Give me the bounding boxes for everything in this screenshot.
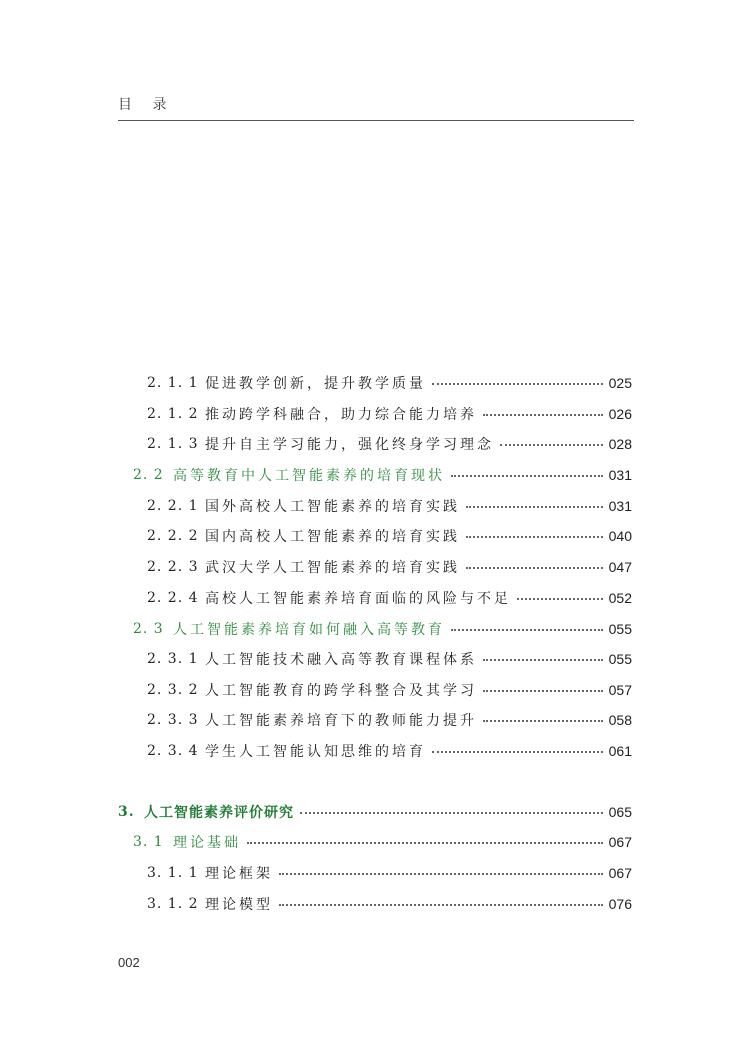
- toc-entry[interactable]: [147, 861, 632, 885]
- toc-entry-title: 促进教学创新，提升教学质量: [205, 376, 426, 392]
- toc-entry-title: 武汉大学人工智能素养的培育实践: [205, 560, 460, 576]
- toc-entry-number: 2. 2: [133, 467, 164, 483]
- toc-entry-page: 057: [608, 682, 632, 698]
- dot-leader: [247, 842, 603, 844]
- toc-entry-title: 学生人工智能认知思维的培育: [205, 744, 426, 760]
- dot-leader: [517, 598, 603, 600]
- toc-entry-title: 理论模型: [205, 897, 273, 913]
- toc-entry-page: 055: [608, 621, 632, 637]
- toc-entry[interactable]: [147, 739, 632, 763]
- toc-entry-number: 2. 3. 2: [147, 682, 199, 698]
- toc-entry[interactable]: [147, 647, 632, 671]
- toc-entry-title: 人工智能技术融入高等教育课程体系: [205, 652, 477, 668]
- toc-entry[interactable]: [147, 892, 632, 916]
- toc-entry-page: 055: [608, 651, 632, 667]
- toc-entry-title: 高校人工智能素养培育面临的风险与不足: [205, 591, 511, 607]
- toc-entry[interactable]: [147, 494, 632, 518]
- toc-entry-title: 推动跨学科融合，助力综合能力培养: [205, 407, 477, 423]
- dot-leader: [451, 629, 603, 631]
- toc-entry[interactable]: [147, 524, 632, 548]
- toc-entry-page: 028: [608, 436, 632, 452]
- toc-entry-number: 2. 3. 1: [147, 651, 199, 667]
- dot-leader: [432, 383, 603, 385]
- dot-leader: [466, 536, 603, 538]
- toc-entry[interactable]: [133, 463, 632, 487]
- toc-entry-title: 人工智能素养评价研究: [144, 805, 294, 821]
- toc-entry-title: 国外高校人工智能素养的培育实践: [205, 499, 460, 515]
- toc-entry-number: 2. 3. 3: [147, 712, 199, 728]
- toc-entry-page: 067: [608, 834, 632, 850]
- toc-entry-title: 理论框架: [205, 866, 273, 882]
- toc-entry-page: 025: [608, 375, 632, 391]
- toc-entry-page: 076: [608, 896, 632, 912]
- page-number: 002: [118, 955, 140, 970]
- toc-entry-title: 人工智能素养培育下的教师能力提升: [205, 713, 477, 729]
- toc-entry-page: 031: [608, 467, 632, 483]
- toc-entry-page: 067: [608, 865, 632, 881]
- toc-entry-title: 理论基础: [173, 835, 241, 851]
- toc-entry-number: 3.: [118, 804, 135, 820]
- toc-entry-title: 人工智能素养培育如何融入高等教育: [173, 622, 445, 638]
- dot-leader: [279, 873, 603, 875]
- toc-entry-number: 2. 1. 3: [147, 436, 199, 452]
- dot-leader: [483, 659, 603, 661]
- toc-entry[interactable]: [133, 830, 632, 854]
- toc-entry[interactable]: [147, 555, 632, 579]
- toc-entry[interactable]: [147, 432, 632, 456]
- toc-entry-page: 058: [608, 712, 632, 728]
- running-head: 目 录: [118, 97, 175, 113]
- dot-leader: [451, 475, 603, 477]
- dot-leader: [483, 720, 603, 722]
- toc-entry-number: 2. 2. 2: [147, 528, 199, 544]
- toc-entry-page: 065: [608, 804, 632, 820]
- dot-leader: [500, 444, 603, 446]
- toc-entry[interactable]: [133, 617, 632, 641]
- toc-entry-title: 提升自主学习能力，强化终身学习理念: [205, 437, 494, 453]
- dot-leader: [466, 567, 603, 569]
- toc-entry[interactable]: [147, 708, 632, 732]
- toc-entry-page: 061: [608, 743, 632, 759]
- toc-entry-number: 2. 3. 4: [147, 743, 199, 759]
- toc-entry-page: 047: [608, 559, 632, 575]
- toc-entry-title: 人工智能教育的跨学科整合及其学习: [205, 683, 477, 699]
- toc-entry-title: 国内高校人工智能素养的培育实践: [205, 529, 460, 545]
- toc-entry-title: 高等教育中人工智能素养的培育现状: [173, 468, 445, 484]
- toc-entry-number: 3. 1: [133, 834, 164, 850]
- toc-entry[interactable]: [147, 678, 632, 702]
- toc-entry-number: 2. 1. 1: [147, 375, 199, 391]
- toc-entry-number: 3. 1. 2: [147, 896, 199, 912]
- dot-leader: [483, 414, 603, 416]
- dot-leader: [466, 506, 603, 508]
- toc-entry-number: 2. 3: [133, 621, 164, 637]
- toc-entry[interactable]: [118, 800, 632, 824]
- toc-entry[interactable]: [147, 586, 632, 610]
- toc-entry-number: 3. 1. 1: [147, 865, 199, 881]
- toc-entry-number: 2. 1. 2: [147, 406, 199, 422]
- toc-entry-page: 040: [608, 528, 632, 544]
- toc-entry-page: 031: [608, 498, 632, 514]
- dot-leader: [279, 904, 603, 906]
- toc-entry-page: 052: [608, 590, 632, 606]
- dot-leader: [483, 690, 603, 692]
- toc-entry-page: 026: [608, 406, 632, 422]
- toc-entry[interactable]: [147, 371, 632, 395]
- dot-leader: [432, 751, 603, 753]
- toc-entry-number: 2. 2. 4: [147, 590, 199, 606]
- toc-entry[interactable]: [147, 402, 632, 426]
- toc-entry-number: 2. 2. 1: [147, 498, 199, 514]
- dot-leader: [300, 812, 603, 814]
- toc-entry-number: 2. 2. 3: [147, 559, 199, 575]
